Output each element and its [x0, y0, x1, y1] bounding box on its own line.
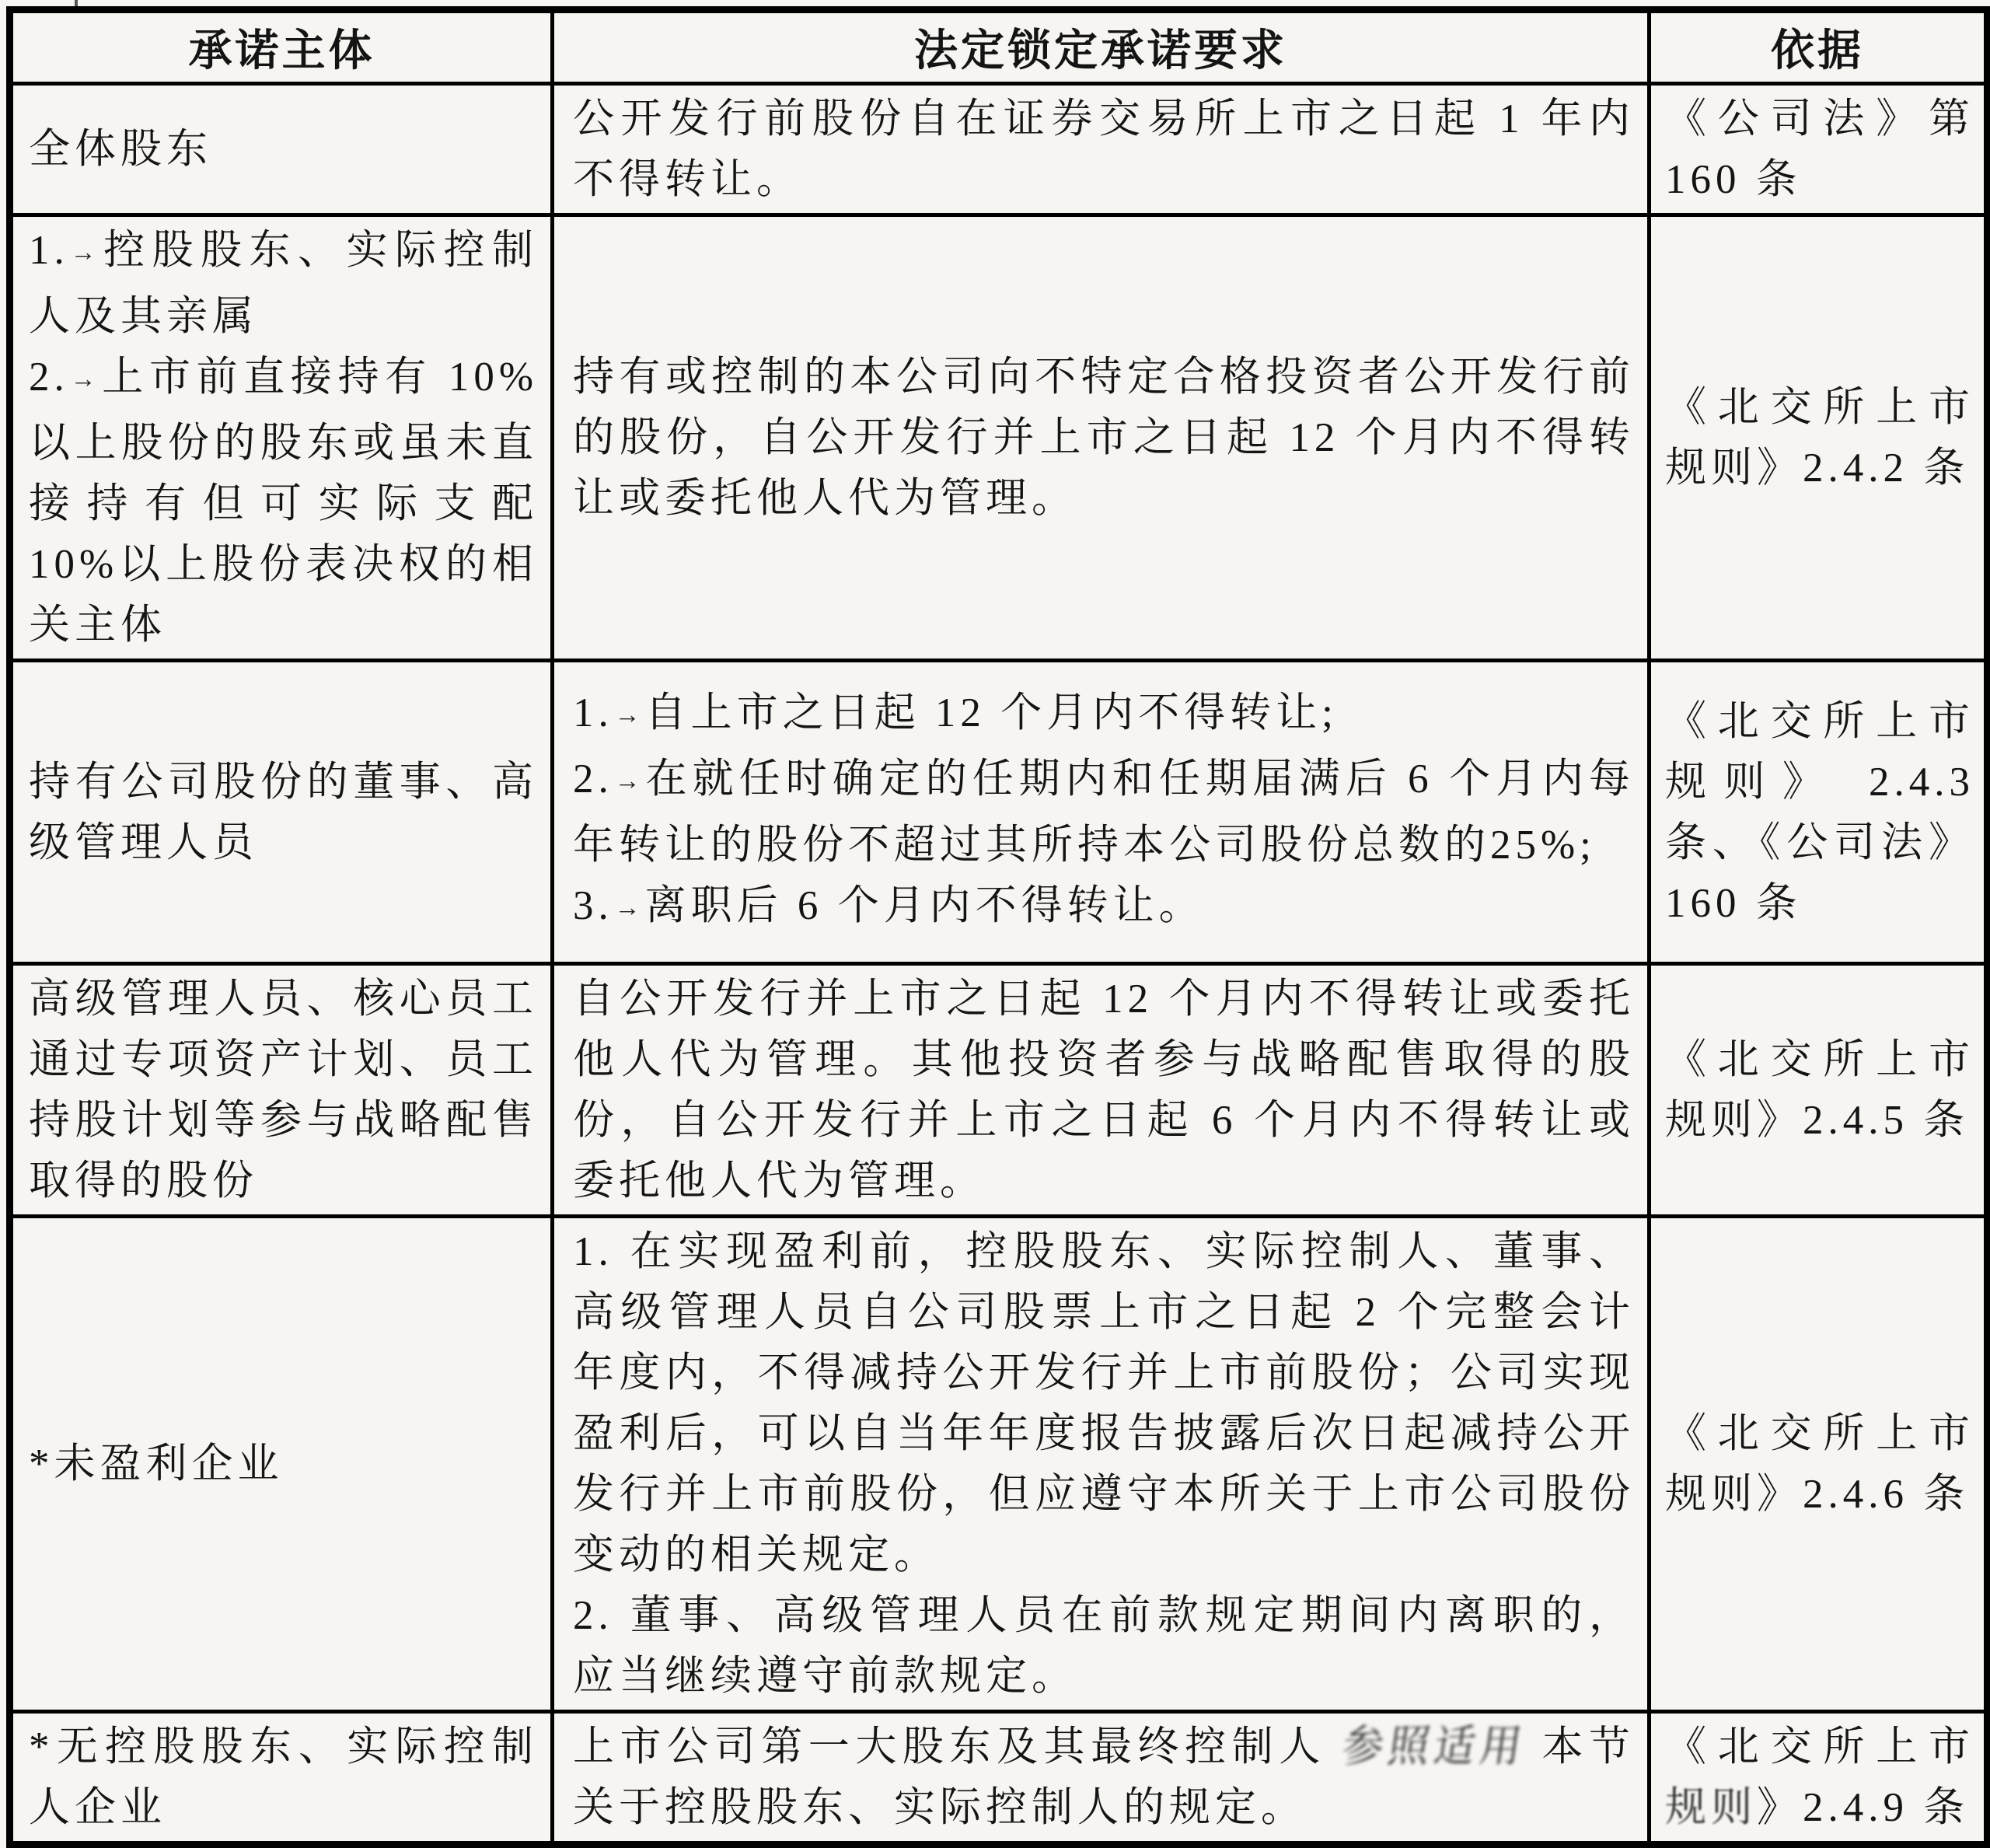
- tab-arrow-icon: →: [614, 894, 641, 922]
- cell-requirement: [553, 661, 1650, 964]
- paragraph: [573, 1221, 1635, 1585]
- text-run: 全体股东: [29, 127, 212, 172]
- paragraph: [573, 89, 1635, 210]
- cell-requirement: [553, 964, 1650, 1217]
- paragraph: [1665, 691, 1974, 934]
- paragraph: [573, 969, 1635, 1211]
- cell-basis: [1650, 215, 1988, 661]
- tab-arrow-icon: →: [70, 239, 96, 267]
- lockup-commitment-table: [6, 6, 1990, 1848]
- cell-requirement: [553, 1217, 1650, 1712]
- paragraph: [29, 1717, 538, 1838]
- paragraph: [29, 220, 538, 347]
- text-run: 上市前直接持有 10%以上股份的股东或虽未直接持有但可实际支配 10%以上股份表决权的相关主体: [29, 355, 538, 648]
- paragraph: [573, 875, 1635, 941]
- table-row: [10, 1712, 1988, 1845]
- table-row: [10, 84, 1988, 215]
- text-run: *无控股股东、实际控制人企业: [29, 1724, 538, 1830]
- text-run: 参照适用: [1339, 1723, 1529, 1771]
- cell-subject: [10, 215, 553, 661]
- paragraph: [1665, 1403, 1974, 1525]
- text-run: 《北交所上市规则》2.4.5 条: [1665, 1037, 1974, 1143]
- paragraph: [573, 749, 1635, 875]
- text-run: 1.: [573, 690, 613, 735]
- paragraph: [1665, 1717, 1974, 1838]
- cell-subject: [10, 1217, 553, 1712]
- text-run: 2.: [573, 756, 613, 802]
- paragraph: [573, 1585, 1635, 1707]
- text-run: 2.: [29, 355, 69, 400]
- text-run: 2. 董事、高级管理人员在前款规定期间内离职的，应当继续遵守前款规定。: [573, 1593, 1635, 1699]
- paragraph: [29, 752, 538, 873]
- header-row: [10, 10, 1988, 84]
- text-run: 《北交所上市规则》 2.4.3 条、《公司法》160 条: [1665, 698, 1974, 926]
- cell-subject: [10, 1712, 553, 1845]
- table-row: [10, 215, 1988, 661]
- cell-subject: [10, 661, 553, 964]
- paragraph: [29, 119, 538, 180]
- paragraph: [1665, 89, 1974, 210]
- cell-subject: [10, 964, 553, 1217]
- cell-subject: [10, 84, 553, 215]
- cell-basis: [1650, 1712, 1988, 1845]
- paragraph: [573, 347, 1635, 529]
- table-row: [10, 964, 1988, 1217]
- tab-arrow-icon: →: [70, 365, 96, 393]
- header-requirement: 法定锁定承诺要求: [553, 10, 1650, 84]
- text-run: *未盈利企业: [29, 1441, 284, 1486]
- table-row: [10, 661, 1988, 964]
- text-run: 在就任时确定的任期内和任期届满后 6 个月内每年转让的股份不超过其所持本公司股份总数的25%;: [573, 756, 1635, 868]
- text-run: 《公司法》第 160 条: [1665, 96, 1974, 202]
- text-run: 离职后 6 个月内不得转让。: [644, 883, 1205, 928]
- tab-arrow-icon: →: [614, 701, 641, 729]
- cell-basis: [1650, 1217, 1988, 1712]
- paragraph: [1665, 1029, 1974, 1151]
- text-run: 1. 在实现盈利前，控股股东、实际控制人、董事、高级管理人员自公司股票上市之日起 2 个完整会计年度内，不得减持公开发行并上市前股份；公司实现盈利后，可以自当年年度报告披露后次日起减持公开发行并上市前股份，但应遵守本所关于上市公司股份变动的相关规定。: [573, 1229, 1635, 1577]
- header-subject: 承诺主体: [10, 10, 553, 84]
- text-run: 自公开发行并上市之日起 12 个月内不得转让或委托他人代为管理。其他投资者参与战略配售取得的股份，自公开发行并上市之日起 6 个月内不得转让或委托他人代为管理。: [573, 976, 1635, 1203]
- table-header: [10, 10, 1988, 84]
- text-run: 》2.4.9 条: [1757, 1785, 1970, 1830]
- text-run: 持有公司股份的董事、高级管理人员: [29, 759, 538, 865]
- cell-basis: [1650, 84, 1988, 215]
- text-run: 《北交所上市规则》2.4.2 条: [1665, 385, 1974, 491]
- text-run: 规则: [1665, 1785, 1757, 1830]
- tab-arrow-icon: →: [614, 767, 641, 795]
- text-run: 1.: [29, 228, 69, 273]
- paragraph: [29, 347, 538, 655]
- cell-requirement: [553, 84, 1650, 215]
- table-row: [10, 1217, 1988, 1712]
- text-run: 3.: [573, 883, 613, 928]
- paragraph: [573, 1717, 1635, 1838]
- cell-requirement: [553, 215, 1650, 661]
- cell-basis: [1650, 964, 1988, 1217]
- paragraph: [573, 683, 1635, 749]
- cell-requirement: [553, 1712, 1650, 1845]
- table-body: [10, 84, 1988, 1845]
- text-run: 控股股东、实际控制人及其亲属: [29, 228, 538, 339]
- text-run: 《北交所上市规则》2.4.6 条: [1665, 1411, 1974, 1517]
- text-run: 持有或控制的本公司向不特定合格投资者公开发行前的股份，自公开发行并上市之日起 12 个月内不得转让或委托他人代为管理。: [573, 355, 1635, 521]
- paragraph: [29, 1434, 538, 1494]
- text-run: 本节关于控股股东、实际控制人的规定。: [573, 1724, 1636, 1830]
- text-run: 高级管理人员、核心员工通过专项资产计划、员工持股计划等参与战略配售取得的股份: [29, 976, 538, 1203]
- text-run: 《北交所上市: [1665, 1724, 1974, 1769]
- text-run: 上市公司第一大股东及其最终控制人: [573, 1724, 1342, 1769]
- paragraph: [1665, 377, 1974, 498]
- text-run: 公开发行前股份自在证券交易所上市之日起 1 年内不得转让。: [573, 96, 1635, 202]
- cell-basis: [1650, 661, 1988, 964]
- header-basis: 依据: [1650, 10, 1988, 84]
- paragraph: [29, 969, 538, 1211]
- text-run: 自上市之日起 12 个月内不得转让;: [644, 690, 1338, 735]
